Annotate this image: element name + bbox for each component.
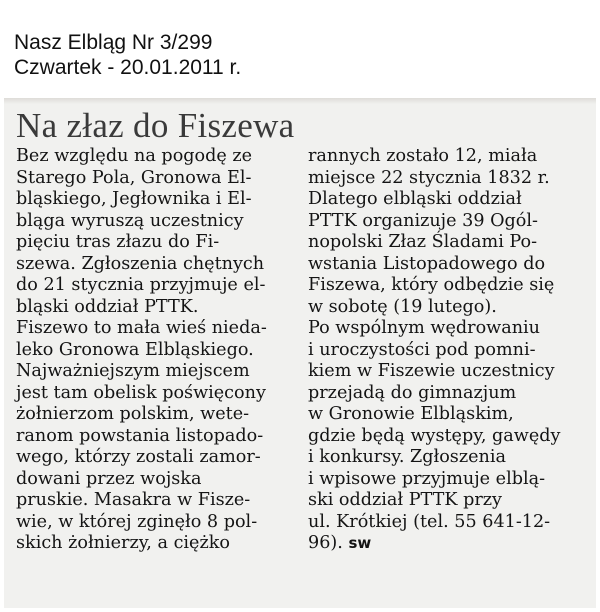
text-line: i wpisowe przyjmuje elblą- (308, 468, 546, 489)
text-line: nopolski Złaz Śladami Po- (308, 232, 538, 252)
text-line: bląski oddział PTTK. (16, 296, 199, 317)
text-line: rannych zostało 12, miała (308, 146, 538, 166)
text-line: Dlatego elbląski oddział (308, 189, 522, 209)
text-line: żołnierzom polskim, wete- (16, 404, 250, 424)
text-line: i konkursy. Zgłoszenia (308, 447, 506, 467)
text-line: w sobotę (19 lutego). (308, 296, 497, 317)
text-line-end: 96). (308, 533, 343, 553)
text-line: ranom powstania listopado- (16, 425, 264, 446)
text-line: Najważniejszym miejscem (16, 361, 250, 381)
article-column-left (16, 146, 306, 555)
article-headline: Na złaz do Fiszewa (16, 106, 295, 145)
text-line: wie, w której zginęło 8 pol- (16, 511, 258, 532)
text-line: Po wspólnym wędrowaniu (308, 318, 541, 338)
text-line: przejadą do gimnazjum (308, 382, 517, 403)
author-signature: sw (348, 534, 372, 552)
text-line: Fiszewa, który odbędzie się (308, 275, 555, 295)
text-line: ski oddział PTTK przy (308, 490, 502, 510)
text-line: wego, którzy zostali zamor- (16, 447, 261, 467)
text-line: gdzie będą występy, gawędy (308, 425, 561, 446)
text-line: do 21 stycznia przyjmuje el- (16, 275, 266, 295)
publication-caption (14, 30, 241, 80)
last-text-line (308, 533, 598, 555)
text-line: kiem w Fiszewie uczestnicy (308, 361, 555, 381)
text-line: ul. Krótkiej (tel. 55 641-12- (308, 511, 551, 532)
article-column-right (308, 146, 598, 555)
clipping-edge (4, 98, 596, 104)
text-line: skich żołnierzy, a ciężko (16, 533, 230, 553)
text-line: dowani przez wojska (16, 468, 202, 489)
text-line: Starego Pola, Gronowa El- (16, 167, 252, 188)
text-line: i uroczystości pod pomni- (308, 339, 536, 360)
text-line: bląskiego, Jegłownika i El- (16, 189, 252, 209)
text-line: wstania Listopadowego do (308, 253, 546, 274)
text-line: leko Gronowa Elbląskiego. (16, 339, 254, 360)
text-line: Fiszewo to mała wieś nieda- (16, 318, 267, 338)
text-line: w Gronowie Elbląskim, (308, 404, 514, 424)
text-line: szewa. Zgłoszenia chętnych (16, 253, 265, 274)
text-line: miejsce 22 stycznia 1832 r. (308, 167, 550, 188)
text-line: pięciu tras złazu do Fi- (16, 232, 220, 252)
text-line: pruskie. Masakra w Fisze- (16, 490, 251, 510)
text-line: jest tam obelisk poświęcony (16, 382, 266, 403)
publication-name: Nasz Elbląg Nr 3/299 (14, 31, 213, 54)
text-line: bląga wyruszą uczestnicy (16, 210, 244, 231)
text-line: PTTK organizuje 39 Ogól- (308, 210, 538, 231)
publication-date: Czwartek - 20.01.2011 r. (14, 56, 242, 79)
text-line: Bez względu na pogodę ze (16, 146, 253, 166)
newspaper-clipping (4, 98, 596, 608)
